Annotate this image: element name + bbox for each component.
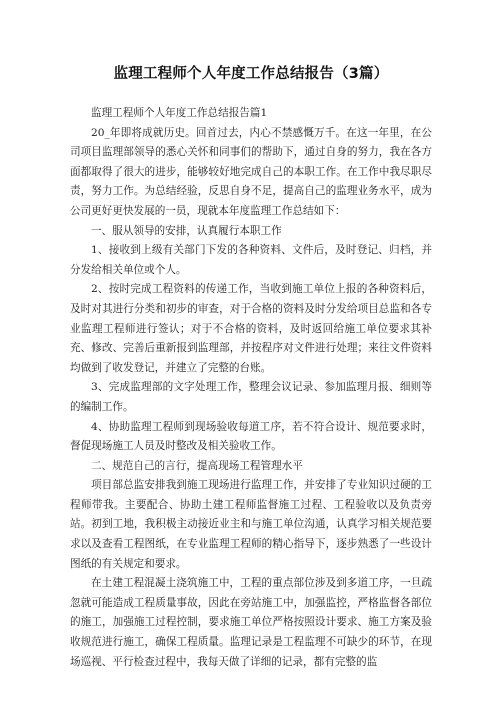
section-subtitle: 监理工程师个人年度工作总结报告篇1: [91, 107, 268, 119]
document-title: 监理工程师个人年度工作总结报告（3篇）: [113, 66, 389, 82]
heading-section-1: 一、服从领导的安排，认真履行本职工作: [91, 224, 282, 237]
heading-section-2: 二、规范自己的言行，提高现场工程管理水平: [91, 459, 303, 472]
paragraph-item-1: 1、接收到上级有关部门下发的各种资料、文件后，及时登记、归档，并分发给相关单位或个人。: [70, 244, 432, 276]
paragraph-item-4: 4、协助监理工程师到现场验收每道工序，若不符合设计、规范要求时，督促现场施工人员及时整改及相关验收工作。: [70, 420, 432, 453]
paragraph-item-2: 2、按时完成工程资料的传递工作，当收到施工单位上报的各种资料后，及时对其进行分类和初步的审查，对于合格的资料及时分发给项目总监和各专业监理工程师进行签认；对于不合格的资料，及时返回给施工单位要求其补充、修改、完善后重新报到监理部，并按程序对文件进行处理；来往文件资料均做到了收发登记，并建立了完整的台账。: [70, 283, 432, 374]
paragraph-concrete: 在土建工程混凝土浇筑施工中，工程的重点部位涉及到多道工序，一旦疏忽就可能造成工程质量事故，因此在旁站施工中，加强监控，严格监督各部位的施工，加强施工过程控制，要求施工单位严格按照设计要求、施工方案及验收规范进行施工，确保工程质量。监理记录是工程监理不可缺少的环节，在现场巡视、平行检查过程中，我每天做了详细的记录，都有完整的监: [70, 577, 432, 668]
paragraph-intro: 20_年即将成就历史。回首过去，内心不禁感慨万千。在这一年里，在公司项目监理部领导的悉心关怀和同事们的帮助下，通过自身的努力，我在各方面都取得了很大的进步，能够较好地完成自己的本职工作。在工作中我尽职尽责，努力工作。为总结经验，反思自身不足，提高自己的监理业务水平，成为公司更好更快发展的一员，现就本年度监理工作总结如下：: [70, 126, 432, 217]
paragraph-site-work: 项目部总监安排我到施工现场进行监理工作，并安排了专业知识过硬的工程师带我。主要配合、协助土建工程师监督施工过程、工程验收以及负责旁站。初到工地，我积极主动接近业主和与施工单位沟通，认真学习相关规范要求以及查看工程图纸，在专业监理工程师的精心指导下，逐步熟悉了一些设计图纸的有关规定和要求。: [70, 479, 432, 570]
paragraph-item-3: 3、完成监理部的文字处理工作，整理会议记录、参加监理月报、细则等的编制工作。: [70, 381, 432, 413]
